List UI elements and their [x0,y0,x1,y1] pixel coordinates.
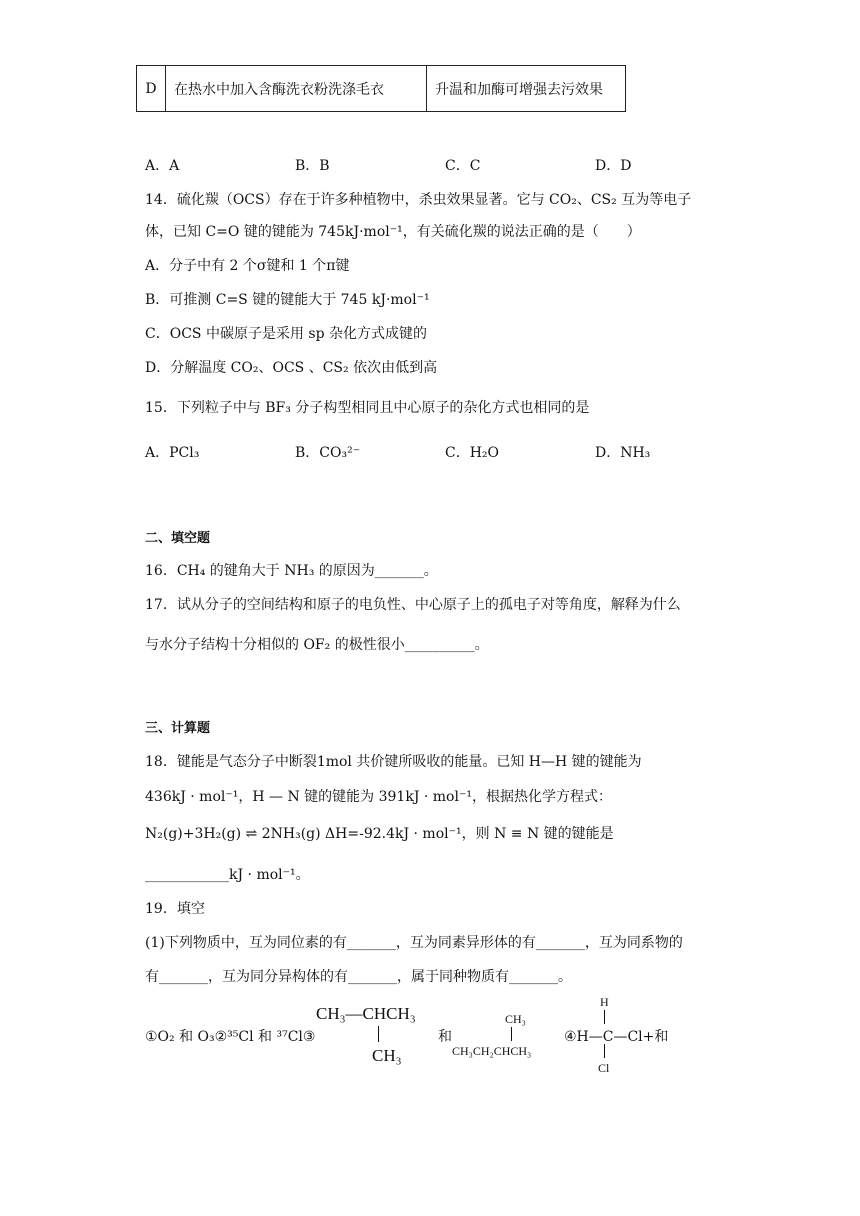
q15-option-a: A．PCl₃ [145,445,200,461]
q13-option-b: B．B [295,158,330,174]
structure-b-bottom: CH₃CH₂CHCH₃ [452,1044,532,1058]
q19-line1: (1)下列物质中，互为同位素的有_______，互为同素异形体的有_______，互为同系物的 [145,935,683,951]
q14-option-a: A．分子中有 2 个σ键和 1 个π键 [145,258,350,274]
q18-line4: ____________kJ · mol⁻¹。 [145,867,310,883]
q17-line2: 与水分子结构十分相似的 OF₂ 的极性很小__________。 [145,637,489,653]
answer-table [136,65,626,112]
row-letter: D [137,66,166,112]
section-heading-fill: 二、填空题 [145,531,211,546]
q19-title: 19．填空 [145,901,205,917]
bond-line [604,1044,605,1058]
q19-line2: 有_______，互为同分异构体的有_______，属于同种物质有_______。 [145,969,572,985]
q14-option-b: B．可推测 C=S 键的键能大于 745 kJ·mol⁻¹ [145,292,430,308]
q13-option-a: A．A [145,158,180,174]
row-reason: 升温和加酶可增强去污效果 [427,66,626,112]
q15-option-d: D．NH₃ [595,445,651,461]
item4-prefix: ④H—C—Cl+和 [564,1029,669,1045]
row-content: 在热水中加入含酶洗衣粉洗涤毛衣 [166,66,427,112]
structure-a-bottom: CH₃ [372,1046,402,1065]
bond-line [604,1010,605,1024]
q15-option-b: B．CO₃²⁻ [295,445,361,461]
q14-option-c: C．OCS 中碳原子是采用 sp 杂化方式成键的 [145,326,427,342]
and-text-1: 和 [438,1029,452,1045]
q14-line1: 14．硫化羰（OCS）存在于许多种植物中，杀虫效果显著。它与 CO₂、CS₂ 互为等电子 [145,192,692,208]
q14-option-d: D．分解温度 CO₂、OCS 、CS₂ 依次由低到高 [145,360,438,376]
table-row [137,66,626,112]
structure-c-bottom: Cl [598,1061,610,1075]
bond-line [511,1027,512,1041]
section-heading-calc: 三、计算题 [145,721,211,736]
structure-b-top: CH₃ [505,1012,526,1026]
q15-text: 15．下列粒子中与 BF₃ 分子构型相同且中心原子的杂化方式也相同的是 [145,400,590,416]
q18-line1: 18．键能是气态分子中断裂1mol 共价键所吸收的能量。已知 H—H 键的键能为 [145,754,642,770]
q13-option-d: D．D [595,158,632,174]
q13-option-c: C．C [445,158,481,174]
q19-items-prefix: ①O₂ 和 O₃②³⁵Cl 和 ³⁷Cl③ [145,1029,316,1045]
q14-line2: 体，已知 C=O 键的键能为 745kJ·mol⁻¹，有关硫化羰的说法正确的是（ ） [145,224,641,240]
bond-line [378,1026,379,1042]
q16-text: 16．CH₄ 的键角大于 NH₃ 的原因为_______。 [145,563,438,579]
q17-line1: 17．试从分子的空间结构和原子的电负性、中心原子上的孤电子对等角度，解释为什么 [145,597,681,613]
q15-option-c: C．H₂O [445,445,500,461]
structure-c-top: H [600,995,609,1009]
structure-a-top: CH₃—CHCH₃ [316,1004,416,1023]
q18-line3: N₂(g)+3H₂(g) ⇌ 2NH₃(g) ΔH=-92.4kJ · mol⁻¹，则 N ≡ N 键的键能是 [145,826,614,842]
q18-line2: 436kJ · mol⁻¹，H — N 键的键能为 391kJ · mol⁻¹，根据热化学方程式： [145,789,612,805]
